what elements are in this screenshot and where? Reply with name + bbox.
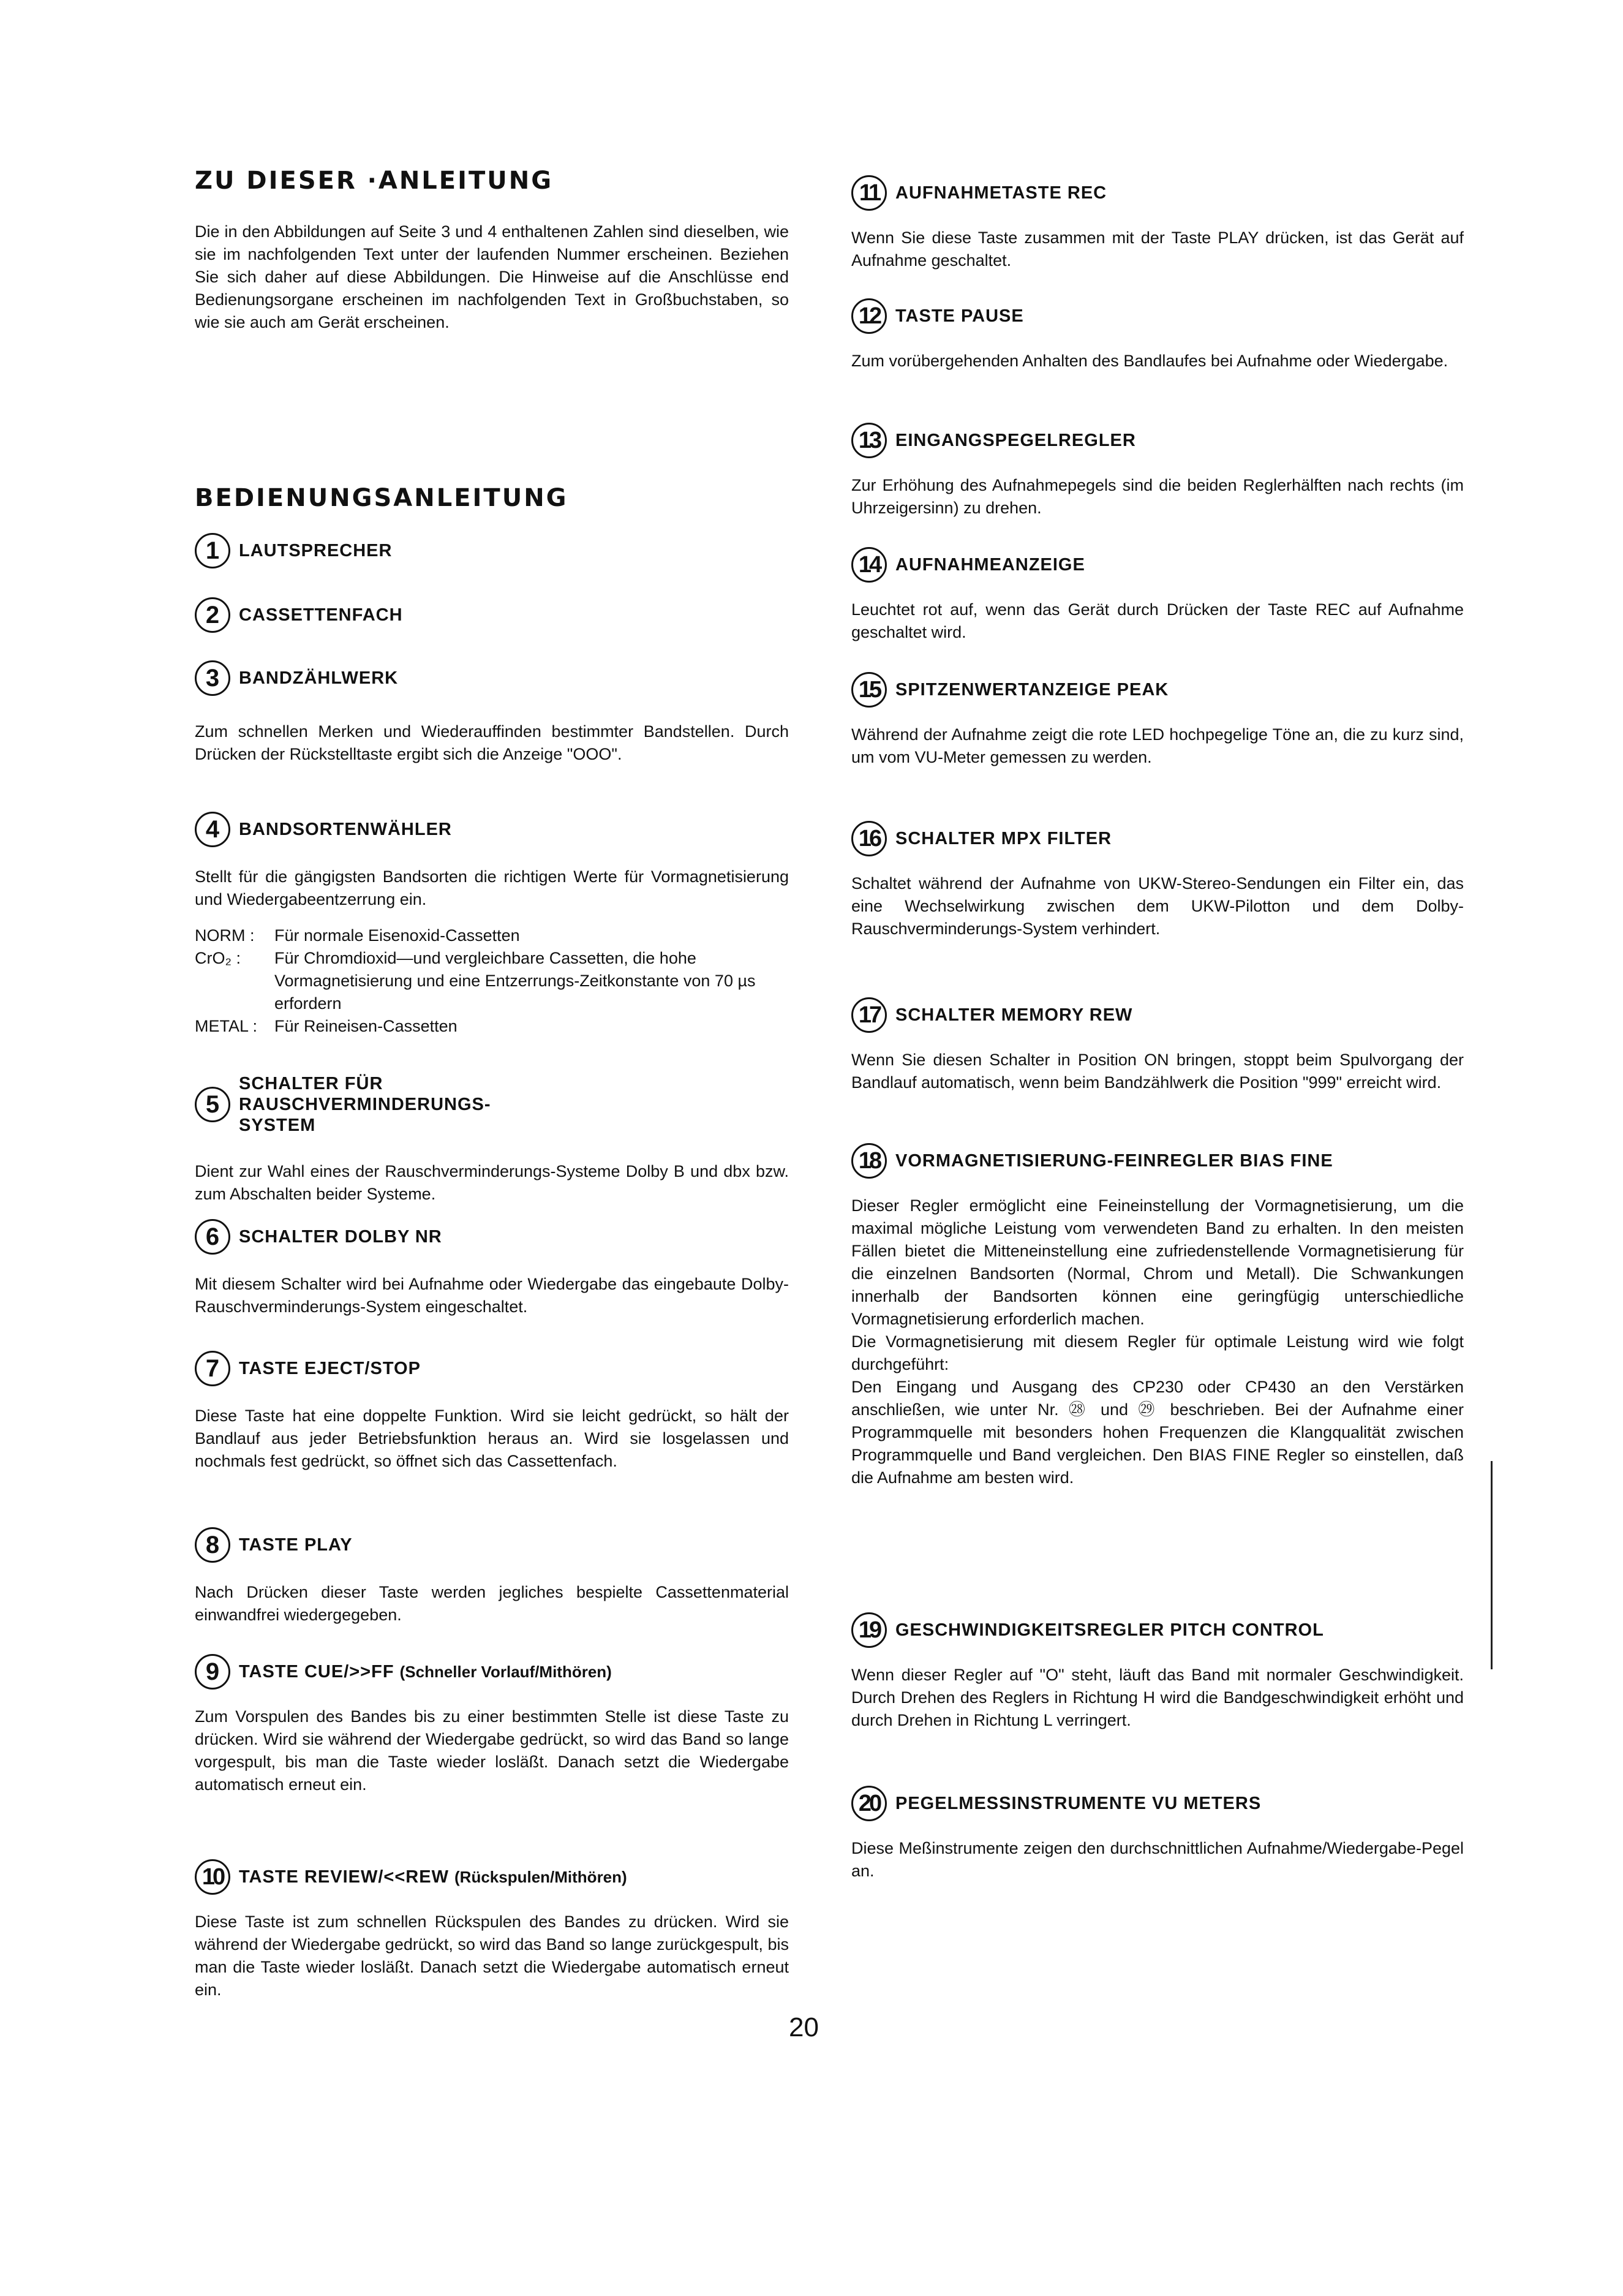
section-number: 20 — [851, 1786, 887, 1821]
section-number: 6 — [195, 1219, 230, 1255]
section-text: Diese Meßinstrumente zeigen den durchschnittlichen Aufnahme/Wiedergabe-Pegel an. — [851, 1839, 1464, 1880]
section-title: SCHALTER FÜR RAUSCHVERMINDERUNGS-SYSTEM — [239, 1074, 491, 1135]
section-number: 10 — [195, 1859, 230, 1895]
section-16 — [851, 821, 1464, 940]
section-number: 8 — [195, 1527, 230, 1563]
intro-heading: ZU DIESER ·ANLEITUNG — [195, 167, 554, 195]
section-number: 18 — [851, 1143, 887, 1179]
section-title: VORMAGNETISIERUNG-FEINREGLER BIAS FINE — [895, 1151, 1333, 1171]
section-text: Mit diesem Schalter wird bei Aufnahme oder Wiedergabe das eingebaute Dolby-Rauschverminderungs-System eingeschaltet. — [195, 1275, 789, 1316]
section-12 — [851, 298, 1464, 372]
section-8 — [195, 1527, 789, 1626]
section-title: GESCHWINDIGKEITSREGLER PITCH CONTROL — [895, 1620, 1324, 1640]
section-7 — [195, 1351, 789, 1473]
section-number: 3 — [195, 660, 230, 696]
section-6 — [195, 1219, 789, 1318]
section-18 — [851, 1143, 1464, 1489]
section-title: TASTE REVIEW/<<REW (Rückspulen/Mithören) — [239, 1867, 627, 1887]
section-text: Diese Taste hat eine doppelte Funktion. Wird sie leicht gedrückt, so hält der Bandlauf aus jeder Betriebsfunktion heraus an. Wird sie losgelassen und nochmals fest gedrückt, so öffnet sich das Cassettenfach. — [195, 1407, 789, 1470]
section-title: EINGANGSPEGELREGLER — [895, 431, 1136, 450]
section-number: 11 — [851, 175, 887, 211]
section-title: CASSETTENFACH — [239, 605, 403, 625]
section-20 — [851, 1786, 1464, 1882]
section-title: TASTE PAUSE — [895, 306, 1024, 326]
list-item: CrO₂ : Für Chromdioxid—und vergleichbare Cassetten, die hohe Vormagnetisierung und eine Entzerrungs-Zeitkonstante von 70 µs erfordern — [195, 949, 756, 1013]
section-title: SCHALTER DOLBY NR — [239, 1227, 442, 1247]
section-title: BANDSORTENWÄHLER — [239, 820, 452, 839]
section-1 — [195, 533, 789, 568]
section-text-2: Die Vormagnetisierung mit diesem Regler für optimale Leistung wird wie folgt durchgeführt: — [851, 1332, 1464, 1373]
section-number: 9 — [195, 1654, 230, 1690]
section-15 — [851, 672, 1464, 769]
section-text: Wenn dieser Regler auf "O" steht, läuft das Band mit normaler Geschwindigkeit. Durch Drehen des Reglers in Richtung H wird die Bandgeschwindigkeit erhöht und durch Drehen in Richtung L verringert. — [851, 1666, 1464, 1729]
section-text: Nach Drücken dieser Taste werden jegliches bespielte Cassettenmaterial einwandfrei wiedergegeben. — [195, 1583, 789, 1624]
section-title: TASTE EJECT/STOP — [239, 1359, 421, 1378]
section-10 — [195, 1859, 789, 2001]
section-text: Zum vorübergehenden Anhalten des Bandlaufes bei Aufnahme oder Wiedergabe. — [851, 352, 1448, 370]
section-number: 14 — [851, 547, 887, 583]
section-3 — [195, 660, 789, 766]
tape-type-list — [195, 924, 789, 1038]
section-number: 7 — [195, 1351, 230, 1386]
margin-line — [1491, 1461, 1493, 1669]
section-title: SCHALTER MPX FILTER — [895, 829, 1112, 848]
section-number: 2 — [195, 597, 230, 633]
section-5 — [195, 1073, 789, 1206]
section-title: LAUTSPRECHER — [239, 541, 393, 561]
section-number: 12 — [851, 298, 887, 334]
section-14 — [851, 547, 1464, 644]
section-17 — [851, 997, 1464, 1094]
section-text: Während der Aufnahme zeigt die rote LED hochpegelige Töne an, die zu kurz sind, um vom VU-Meter gemessen zu werden. — [851, 725, 1464, 766]
section-title: TASTE PLAY — [239, 1535, 353, 1555]
section-number: 15 — [851, 672, 887, 708]
section-number: 17 — [851, 997, 887, 1033]
section-9 — [195, 1654, 789, 1796]
intro-text: Die in den Abbildungen auf Seite 3 und 4 enthaltenen Zahlen sind dieselben, wie sie im nachfolgenden Text unter der laufenden Nummer erscheinen. Beziehen Sie sich daher auf diese Abbildungen. Die Hinweise auf die Anschlüsse end Bedienungsorgane erscheinen im nachfolgenden Text in Großbuchstaben, so wie sie auch am Gerät erscheinen. — [195, 222, 789, 331]
section-13 — [851, 423, 1464, 519]
section-title: SPITZENWERTANZEIGE PEAK — [895, 680, 1169, 700]
section-title: TASTE CUE/>>FF (Schneller Vorlauf/Mithören) — [239, 1662, 612, 1682]
section-text: Wenn Sie diesen Schalter in Position ON bringen, stoppt beim Spulvorgang der Bandlauf automatisch, wenn beim Bandzählwerk die Position "999" erreicht wird. — [851, 1051, 1464, 1092]
section-number: 16 — [851, 821, 887, 856]
section-4 — [195, 812, 789, 1038]
section-text: Zur Erhöhung des Aufnahmepegels sind die beiden Reglerhälften nach rechts (im Uhrzeigersinn) zu drehen. — [851, 476, 1464, 517]
section-title: SCHALTER MEMORY REW — [895, 1005, 1133, 1025]
section-11 — [851, 175, 1464, 272]
section-title: AUFNAHMEANZEIGE — [895, 555, 1085, 575]
section-number: 4 — [195, 812, 230, 847]
list-item: METAL : Für Reineisen-Cassetten — [195, 1017, 458, 1035]
manual-heading: BEDIENUNGSANLEITUNG — [195, 484, 568, 512]
section-text: Dieser Regler ermöglicht eine Feineinstellung der Vormagnetisierung, um die maximal mögliche Leistung vom verwendeten Band zu erhalten. In den meisten Fällen bietet die Mitteneinstellung eine zufriedenstellende Vormagnetisierung für die einzelnen Bandsorten (Normal, Chrom und Metall). Die Schwankungen innerhalb der Bandsorten können eine geringfügig unterschiedliche Vormagnetisierung erforderlich machen. — [851, 1196, 1464, 1328]
section-text: Stellt für die gängigsten Bandsorten die richtigen Werte für Vormagnetisierung und Wiedergabeentzerrung ein. — [195, 867, 789, 908]
section-number: 5 — [195, 1087, 230, 1122]
section-number: 19 — [851, 1612, 887, 1648]
section-2 — [195, 597, 789, 633]
section-text-3: Den Eingang und Ausgang des CP230 oder CP430 an den Verstärken anschließen, wie unter Nr. ㉘ und ㉙ beschrieben. Bei der Aufnahme einer Programmquelle mit besonders hohen Frequenzen die Klangqualität zwischen Programmquelle und Band vergleichen. Den BIAS FINE Regler so einstellen, daß die Aufnahme am besten wird. — [851, 1378, 1464, 1487]
section-number: 13 — [851, 423, 887, 458]
section-text: Diese Taste ist zum schnellen Rückspulen des Bandes zu drücken. Wird sie während der Wiedergabe gedrückt, so wird das Band so lange zurückgespult, bis man die Taste wieder losläßt. Danach setzt die Wiedergabe automatisch erneut ein. — [195, 1913, 789, 1999]
section-title: PEGELMESSINSTRUMENTE VU METERS — [895, 1794, 1262, 1813]
section-title: AUFNAHMETASTE REC — [895, 183, 1107, 203]
section-text: Dient zur Wahl eines der Rauschverminderungs-Systeme Dolby B und dbx bzw. zum Abschalten beider Systeme. — [195, 1162, 789, 1203]
section-title: BANDZÄHLWERK — [239, 668, 399, 688]
list-item: NORM : Für normale Eisenoxid-Cassetten — [195, 926, 520, 945]
page-number: 20 — [789, 2012, 819, 2042]
section-text: Leuchtet rot auf, wenn das Gerät durch Drücken der Taste REC auf Aufnahme geschaltet wird. — [851, 600, 1464, 641]
section-19 — [851, 1612, 1464, 1732]
section-text: Schaltet während der Aufnahme von UKW-Stereo-Sendungen ein Filter ein, das eine Wechselwirkung zwischen dem UKW-Pilotton und dem Dolby-Rauschverminderungs-System verhindert. — [851, 874, 1464, 938]
section-text: Zum schnellen Merken und Wiederauffinden bestimmter Bandstellen. Durch Drücken der Rückstelltaste ergibt sich die Anzeige "OOO". — [195, 722, 789, 763]
section-number: 1 — [195, 533, 230, 568]
section-text: Zum Vorspulen des Bandes bis zu einer bestimmten Stelle ist diese Taste zu drücken. Wird sie während der Wiedergabe gedrückt, so wird das Band so lange vorgespult, bis man die Taste wieder losläßt. Danach setzt die Wiedergabe automatisch erneut ein. — [195, 1707, 789, 1794]
section-text: Wenn Sie diese Taste zusammen mit der Taste PLAY drücken, ist das Gerät auf Aufnahme geschaltet. — [851, 228, 1464, 270]
